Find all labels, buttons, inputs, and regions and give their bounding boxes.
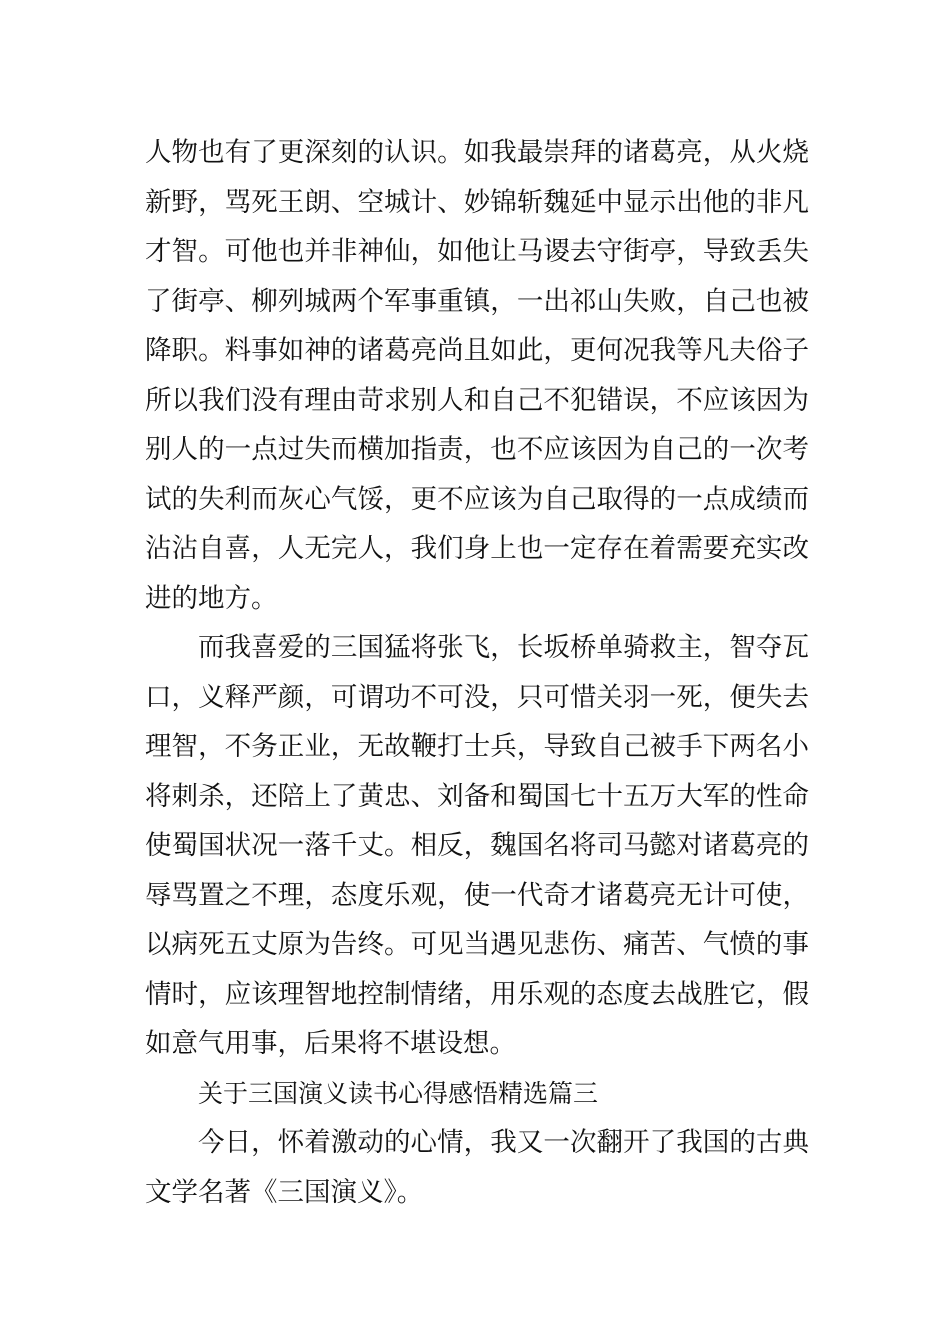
paragraph-1-line-2: 新野，骂死王朗、空城计、妙锦斩魏延中显示出他的非凡 [145,186,809,218]
paragraph-2-line-8: 情时，应该理智地控制情绪，用乐观的态度去战胜它，假 [145,978,809,1010]
paragraph-2-line-3: 理智，不务正业，无故鞭打士兵，导致自己被手下两名小 [145,731,809,762]
paragraph-1-line-4: 了街亭、柳列城两个军事重镇，一出祁山失败，自己也被 [145,285,809,317]
paragraph-2-line-9: 如意气用事，后果将不堪设想。 [145,1028,516,1059]
paragraph-1-line-3: 才智。可他也并非神仙，如他让马谡去守街亭，导致丢失 [145,236,809,267]
document-body [145,128,809,1217]
paragraph-1-line-1: 人物也有了更深刻的认识。如我最崇拜的诸葛亮，从火烧 [145,137,809,168]
paragraph-1-line-5: 降职。料事如神的诸葛亮尚且如此，更何况我等凡夫俗子 [145,335,809,366]
paragraph-1-line-9: 沾沾自喜，人无完人，我们身上也一定存在着需要充实改 [145,533,809,564]
paragraph-2-line-6: 辱骂置之不理，态度乐观，使一代奇才诸葛亮无计可使， [145,879,809,911]
paragraph-3-line-2: 文学名著《三国演义》。 [145,1176,424,1208]
paragraph-1-line-8: 试的失利而灰心气馁，更不应该为自己取得的一点成绩而 [145,483,809,515]
paragraph-2-line-4: 将刺杀，还陪上了黄忠、刘备和蜀国七十五万大军的性命 [145,780,809,812]
paragraph-2-line-2: 口，义释严颜，可谓功不可没，只可惜关羽一死，便失去 [145,681,809,713]
paragraph-1-line-6: 所以我们没有理由苛求别人和自己不犯错误，不应该因为 [145,384,809,416]
paragraph-1-line-7: 别人的一点过失而横加指责，也不应该因为自己的一次考 [145,434,809,465]
paragraph-2-line-5: 使蜀国状况一落千丈。相反，魏国名将司马懿对诸葛亮的 [145,830,809,861]
paragraph-2-line-1: 而我喜爱的三国猛将张飞，长坂桥单骑救主，智夺瓦 [198,632,809,663]
paragraph-2-line-7: 以病死五丈原为告终。可见当遇见悲伤、痛苦、气愤的事 [145,929,809,960]
paragraph-3-line-1: 今日，怀着激动的心情，我又一次翻开了我国的古典 [198,1127,809,1158]
section-heading: 关于三国演义读书心得感悟精选篇三 [198,1078,599,1108]
paragraph-1-line-10: 进的地方。 [145,582,278,614]
